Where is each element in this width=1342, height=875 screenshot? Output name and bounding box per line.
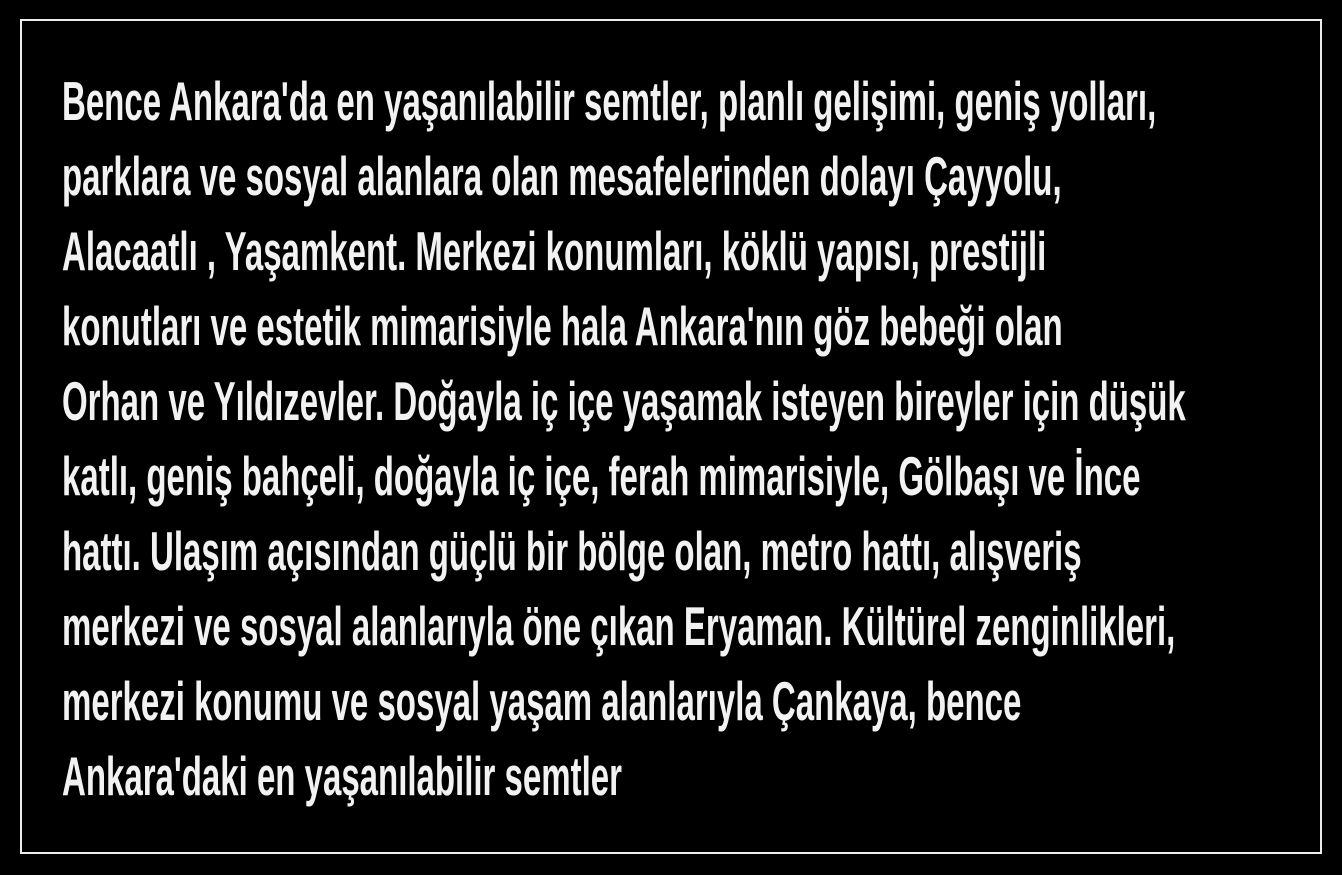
caption-line: hattı. Ulaşım açısından güçlü bir bölge olan, metro hattı, alışveriş bbox=[62, 520, 1082, 582]
caption-line: merkezi ve sosyal alanlarıyla öne çıkan Eryaman. Kültürel zenginlikleri, bbox=[62, 595, 1176, 657]
caption-line: parklara ve sosyal alanlara olan mesafelerinden dolayı Çayyolu, bbox=[62, 145, 1062, 207]
caption-line: Bence Ankara'da en yaşanılabilir semtler, planlı gelişimi, geniş yolları, bbox=[62, 70, 1157, 132]
caption-line: Alacaatlı , Yaşamkent. Merkezi konumları, köklü yapısı, prestijli bbox=[62, 220, 1047, 282]
caption-text-block bbox=[62, 64, 1282, 814]
caption-line: konutları ve estetik mimarisiyle hala Ankara'nın göz bebeği olan bbox=[62, 295, 1063, 357]
caption-line: Orhan ve Yıldızevler. Doğayla iç içe yaşamak isteyen bireyler için düşük bbox=[62, 370, 1186, 432]
caption-line: Ankara'daki en yaşanılabilir semtler bbox=[62, 745, 622, 807]
caption-line: katlı, geniş bahçeli, doğayla iç içe, ferah mimarisiyle, Gölbaşı ve İnce bbox=[62, 445, 1141, 507]
caption-line: merkezi konumu ve sosyal yaşam alanlarıyla Çankaya, bence bbox=[62, 670, 1022, 732]
